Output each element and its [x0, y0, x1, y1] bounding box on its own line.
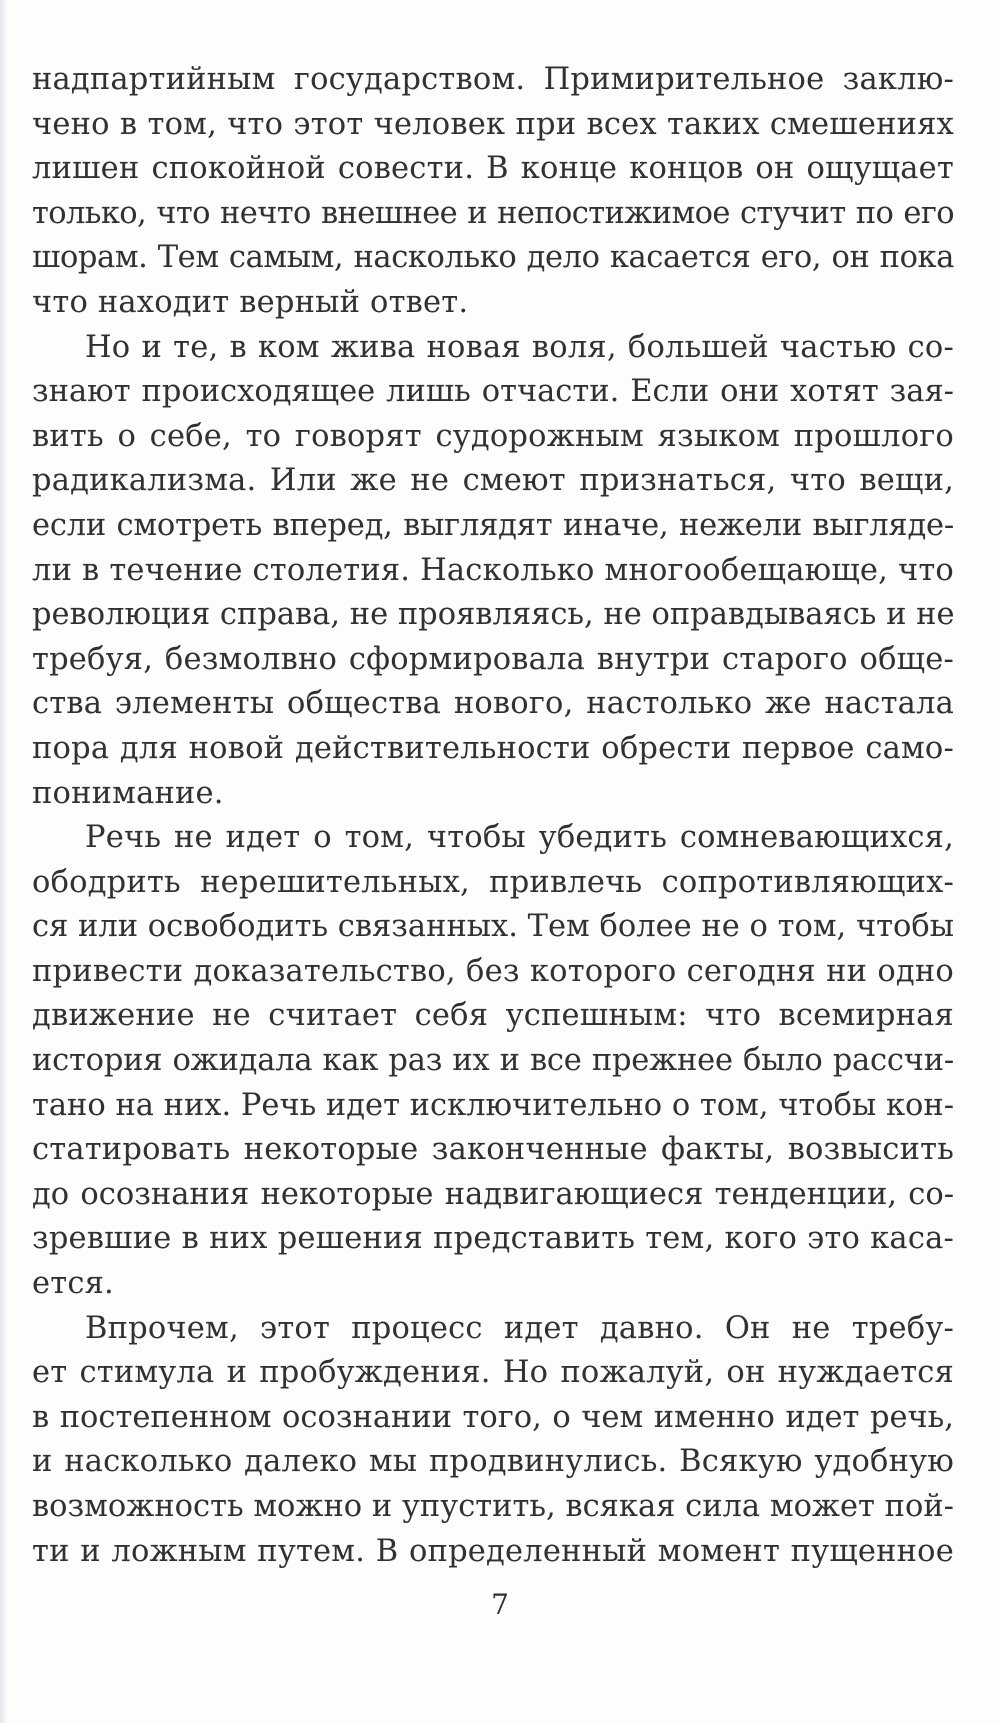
text-line: до осознания некоторые надвигающиеся тенденции, со- [32, 1176, 954, 1212]
text-line: что находит верный ответ. [32, 284, 469, 320]
text-line: тано на них. Речь идет исключительно о том, чтобы кон- [32, 1087, 955, 1123]
text-line: шорам. Тем самым, насколько дело касается его, он пока [32, 240, 954, 276]
text-line: понимание. [32, 775, 224, 811]
text-line: история ожидала как раз их и все прежнее было рассчи- [32, 1043, 954, 1079]
text-line: ется. [32, 1266, 114, 1302]
text-line: ободрить нерешительных, привлечь сопротивляющих- [32, 864, 954, 900]
text-line: ся или освободить связанных. Тем более не о том, чтобы [32, 909, 954, 945]
text-line: Впрочем, этот процесс идет давно. Он не требу- [85, 1310, 954, 1346]
text-line: зревшие в них решения представить тем, кого это каса- [32, 1221, 954, 1257]
page-binding-edge [0, 0, 8, 1723]
text-line: чено в том, что этот человек при всех таких смешениях [32, 106, 954, 142]
text-line: лишен спокойной совести. В конце концов он ощущает [32, 151, 954, 187]
text-line: ет стимула и пробуждения. Но пожалуй, он нуждается [32, 1355, 954, 1391]
text-line: знают происходящее лишь отчасти. Если они хотят зая- [32, 374, 954, 410]
text-line: радикализма. Или же не смеют признаться, что вещи, [32, 463, 954, 499]
body-text [32, 58, 954, 1574]
text-line: движение не считает себя успешным: что всемирная [32, 998, 954, 1034]
text-line: и насколько далеко мы продвинулись. Всякую удобную [32, 1444, 954, 1480]
text-line: пора для новой действительности обрести первое само- [32, 730, 954, 766]
text-line: ли в течение столетия. Насколько многообещающе, что [32, 552, 954, 588]
text-line: возможность можно и упустить, всякая сила может пой- [32, 1489, 954, 1524]
text-line: привести доказательство, без которого сегодня ни одно [32, 953, 954, 989]
text-line: только, что нечто внешнее и непостижимое стучит по его [32, 195, 954, 231]
text-line: ства элементы общества нового, настолько же настала [32, 686, 954, 722]
page-number: 7 [491, 1588, 509, 1621]
text-line: революция справа, не проявляясь, не оправдываясь и не [32, 597, 955, 633]
text-line: Но и те, в ком жива новая воля, большей частью со- [85, 329, 954, 365]
text-line: ти и ложным путем. В определенный момент пущенное [32, 1533, 954, 1569]
text-line: надпартийным государством. Примирительное заклю- [32, 62, 954, 97]
text-line: в постепенном осознании того, о чем именно идет речь, [32, 1399, 954, 1435]
text-line: Речь не идет о том, чтобы убедить сомневающихся, [85, 820, 954, 856]
text-line: статировать некоторые законченные факты, возвысить [32, 1132, 954, 1168]
text-line: если смотреть вперед, выглядят иначе, нежели выгляде- [32, 507, 954, 543]
text-line: вить о себе, то говорят судорожным языком прошлого [32, 418, 954, 454]
text-line: требуя, безмолвно сформировала внутри старого обще- [32, 641, 954, 677]
